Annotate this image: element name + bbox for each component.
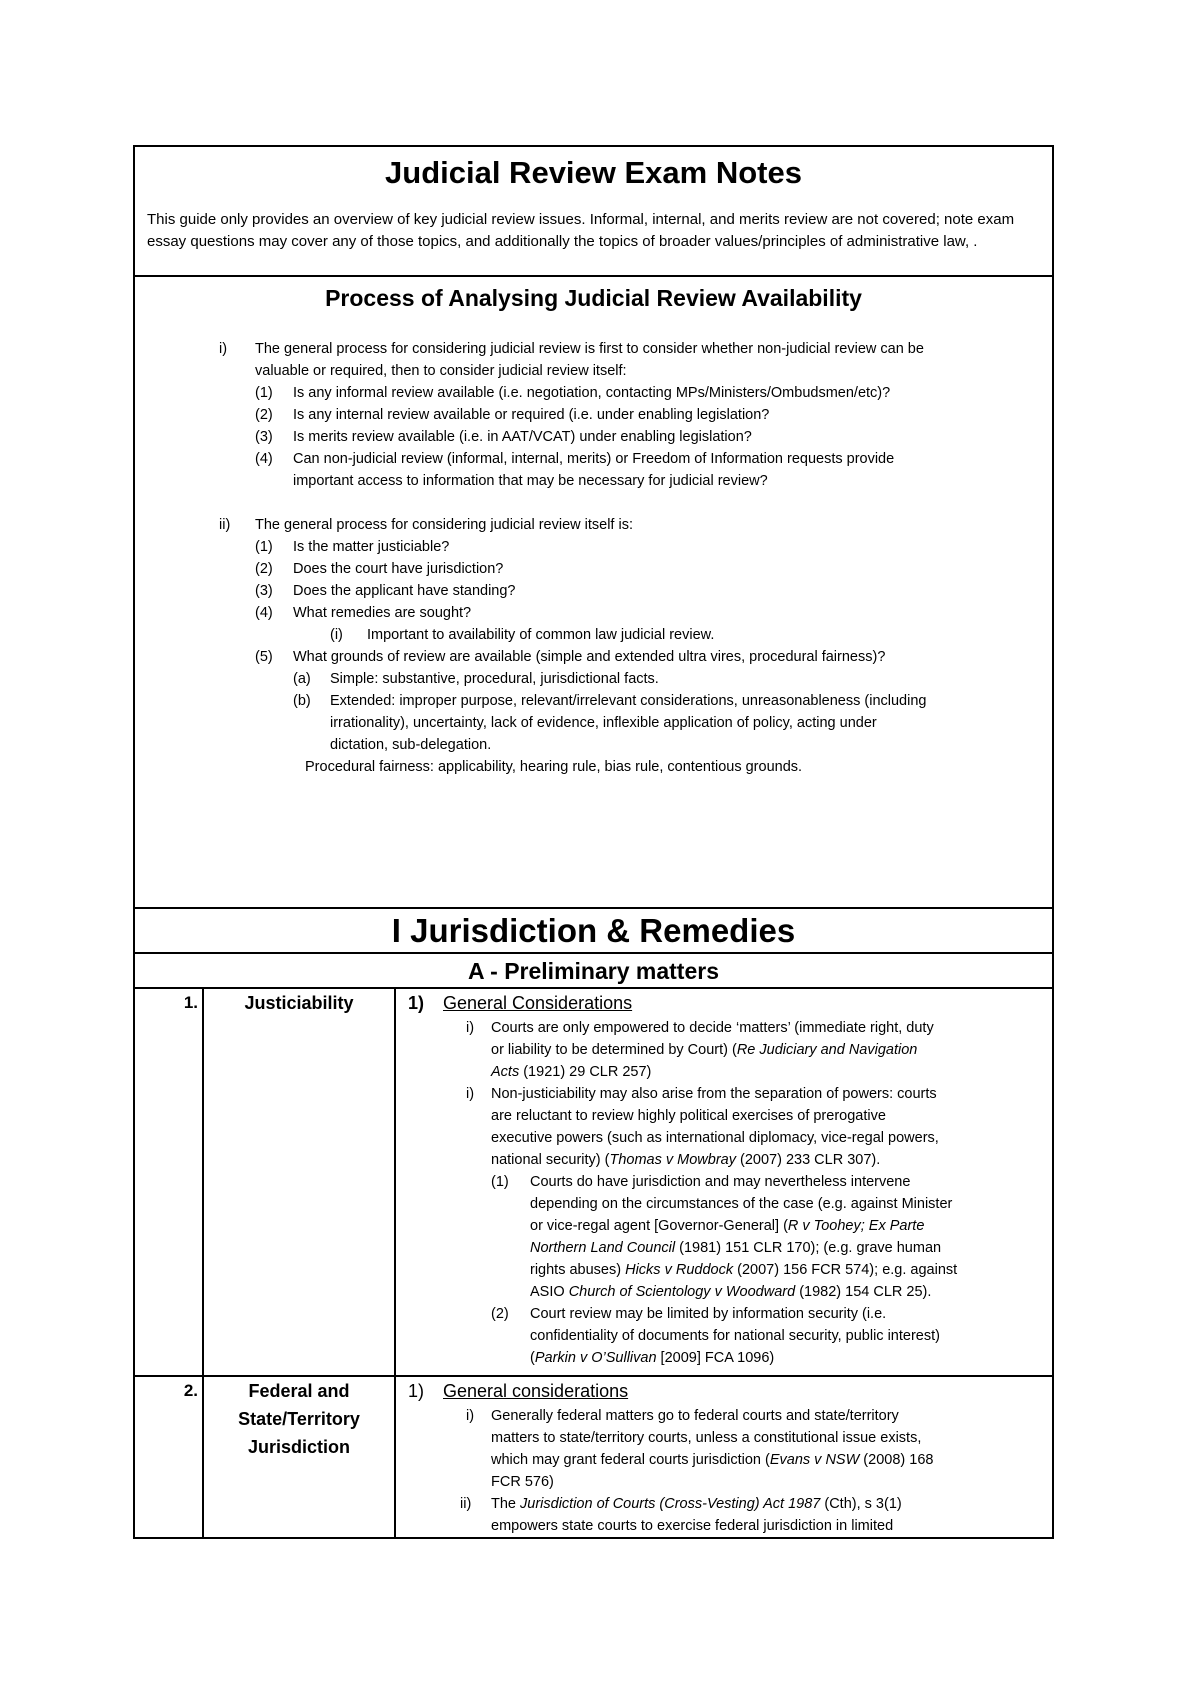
list-item-text: Is merits review available (i.e. in AAT/VCAT) under enabling legislation? xyxy=(293,429,752,445)
list-item-text: Important to availability of common law judicial review. xyxy=(367,627,715,643)
list-item-text: Can non-judicial review (informal, internal, merits) or Freedom of Information requests provide xyxy=(293,451,895,467)
row-topic-line: Federal and xyxy=(248,1381,350,1401)
list-item-text: Does the court have jurisdiction? xyxy=(293,561,504,577)
point-text-cont: FCR 576) xyxy=(491,1474,554,1490)
section-title-box xyxy=(135,909,1052,954)
list-item-text: Is any informal review available (i.e. negotiation, contacting MPs/Ministers/Ombudsmen/etc)? xyxy=(293,385,891,401)
point-text-cont: empowers state courts to exercise federal jurisdiction in limited xyxy=(491,1518,894,1534)
topics-table-box xyxy=(135,989,1052,1537)
list-label: ii) xyxy=(460,1496,472,1512)
procedural-fairness-line: Procedural fairness: applicability, hearing rule, bias rule, contentious grounds. xyxy=(305,759,803,775)
topics-table xyxy=(135,989,1052,1537)
subpoint-text-cont: or vice-regal agent [Governor-General] (R v Toohey; Ex Parte xyxy=(530,1218,925,1234)
point-line xyxy=(396,1083,1052,1105)
subpoint-line xyxy=(396,1171,1052,1193)
header-box xyxy=(135,155,1052,277)
list-label: (1) xyxy=(255,385,273,401)
list-label: i) xyxy=(466,1020,475,1036)
list-item xyxy=(135,690,1052,712)
row-number: 2. xyxy=(135,1376,203,1537)
row-content xyxy=(395,989,1052,1376)
list-item xyxy=(135,404,1052,426)
subpoint-text: Court review may be limited by information security (i.e. xyxy=(530,1306,887,1322)
subsection-title: A - Preliminary matters xyxy=(468,958,719,984)
process-ii-text: The general process for considering judicial review itself is: xyxy=(255,517,633,533)
list-item-text: Does the applicant have standing? xyxy=(293,583,516,599)
list-label: (2) xyxy=(255,561,273,577)
list-item xyxy=(135,426,1052,448)
list-item xyxy=(135,580,1052,602)
subpoint-text-cont: ASIO Church of Scientology v Woodward (1982) 154 CLR 25). xyxy=(530,1284,932,1300)
list-label: (1) xyxy=(255,539,273,555)
subpoint-text-cont: Northern Land Council (1981) 151 CLR 170); (e.g. grave human xyxy=(530,1240,942,1256)
list-label: (2) xyxy=(491,1306,509,1322)
table-row xyxy=(135,989,1052,1376)
list-label: (3) xyxy=(255,583,273,599)
process-i-line xyxy=(135,338,1052,360)
subpoint-line xyxy=(396,1303,1052,1325)
row-topic-line: Jurisdiction xyxy=(247,1437,350,1457)
point-text-cont: are reluctant to review highly political exercises of prerogative xyxy=(491,1108,886,1124)
row-topic xyxy=(203,1376,395,1537)
list-label: (1) xyxy=(491,1174,509,1190)
list-label: (a) xyxy=(293,671,311,687)
row-number: 1. xyxy=(135,989,203,1376)
table-row xyxy=(135,1376,1052,1537)
list-label: (3) xyxy=(255,429,273,445)
subpoint-text-cont: (Parkin v O’Sullivan [2009] FCA 1096) xyxy=(530,1350,775,1366)
point-text-cont: national security) (Thomas v Mowbray (2007) 233 CLR 307). xyxy=(491,1152,881,1168)
list-item-text-cont: important access to information that may be necessary for judicial review? xyxy=(293,473,768,489)
row-heading xyxy=(396,1377,1052,1405)
list-item xyxy=(135,536,1052,558)
row-heading xyxy=(396,989,1052,1017)
point-text: The Jurisdiction of Courts (Cross-Vesting) Act 1987 (Cth), s 3(1) xyxy=(491,1496,902,1512)
row-topic: Justiciability xyxy=(203,989,395,1376)
list-item-text: Is the matter justiciable? xyxy=(293,539,450,555)
heading-text: General considerations xyxy=(443,1381,629,1401)
list-item-text: What remedies are sought? xyxy=(293,605,472,621)
list-item-text: What grounds of review are available (simple and extended ultra vires, procedural fairness)? xyxy=(293,649,886,665)
list-label: i) xyxy=(466,1408,475,1424)
intro-paragraph: This guide only provides an overview of key judicial review issues. Informal, internal, and merits review are not covered; note exam essay questions may cover any of those topics, and additionally the topics of broader values/principles of administrative law, . xyxy=(147,211,1015,250)
list-item xyxy=(135,382,1052,404)
process-i-text: The general process for considering judicial review is first to consider whether non-judicial review can be xyxy=(255,341,924,357)
subsection-title-box xyxy=(135,954,1052,989)
point-line xyxy=(396,1405,1052,1427)
process-title: Process of Analysing Judicial Review Availability xyxy=(325,285,862,311)
point-text-cont: matters to state/territory courts, unless a constitutional issue exists, xyxy=(491,1430,922,1446)
section-title: I Jurisdiction & Remedies xyxy=(391,912,796,949)
list-label: i) xyxy=(466,1086,475,1102)
notes-document xyxy=(133,145,1054,1539)
list-item xyxy=(135,602,1052,624)
list-label: ii) xyxy=(219,517,231,533)
list-item-text-cont: irrationality), uncertainty, lack of evidence, inflexible application of policy, acting under xyxy=(330,715,877,731)
list-item-text: Extended: improper purpose, relevant/irrelevant considerations, unreasonableness (including xyxy=(330,693,927,709)
heading-number: 1) xyxy=(408,1381,425,1401)
list-label: i) xyxy=(219,341,228,357)
list-item xyxy=(135,624,1052,646)
list-item xyxy=(135,646,1052,668)
point-text: Non-justiciability may also arise from the separation of powers: courts xyxy=(491,1086,937,1102)
list-item-text-cont: dictation, sub-delegation. xyxy=(330,737,492,753)
point-text-cont: Acts (1921) 29 CLR 257) xyxy=(491,1064,652,1080)
list-item xyxy=(135,668,1052,690)
point-text-cont: executive powers (such as international diplomacy, vice-regal powers, xyxy=(491,1130,939,1146)
list-label: (2) xyxy=(255,407,273,423)
list-item xyxy=(135,558,1052,580)
point-line xyxy=(396,1017,1052,1039)
subpoint-text: Courts do have jurisdiction and may nevertheless intervene xyxy=(530,1174,911,1190)
list-label: (i) xyxy=(330,627,343,643)
subpoint-text-cont: rights abuses) Hicks v Ruddock (2007) 156 FCR 574); e.g. against xyxy=(530,1262,958,1278)
row-content xyxy=(395,1376,1052,1537)
process-i-text-cont: valuable or required, then to consider judicial review itself: xyxy=(255,363,627,379)
process-box xyxy=(135,277,1052,909)
point-line xyxy=(396,1493,1052,1515)
subpoint-text-cont: confidentiality of documents for national security, public interest) xyxy=(530,1328,940,1344)
list-label: (4) xyxy=(255,451,273,467)
list-label: (4) xyxy=(255,605,273,621)
list-item-text: Is any internal review available or required (i.e. under enabling legislation? xyxy=(293,407,770,423)
heading-number: 1) xyxy=(408,993,425,1013)
point-text-cont: or liability to be determined by Court) (Re Judiciary and Navigation xyxy=(491,1042,918,1058)
point-text: Generally federal matters go to federal courts and state/territory xyxy=(491,1408,899,1424)
list-item-text: Simple: substantive, procedural, jurisdictional facts. xyxy=(330,671,659,687)
list-item xyxy=(135,448,1052,470)
list-label: (b) xyxy=(293,693,311,709)
document-title: Judicial Review Exam Notes xyxy=(385,155,802,190)
heading-text: General Considerations xyxy=(443,993,633,1013)
point-text: Courts are only empowered to decide ‘matters’ (immediate right, duty xyxy=(491,1020,934,1036)
subpoint-text-cont: depending on the circumstances of the case (e.g. against Minister xyxy=(530,1196,953,1212)
list-label: (5) xyxy=(255,649,273,665)
process-ii-line xyxy=(135,514,1052,536)
row-topic-line: State/Territory xyxy=(238,1409,360,1429)
point-text-cont: which may grant federal courts jurisdiction (Evans v NSW (2008) 168 xyxy=(491,1452,934,1468)
